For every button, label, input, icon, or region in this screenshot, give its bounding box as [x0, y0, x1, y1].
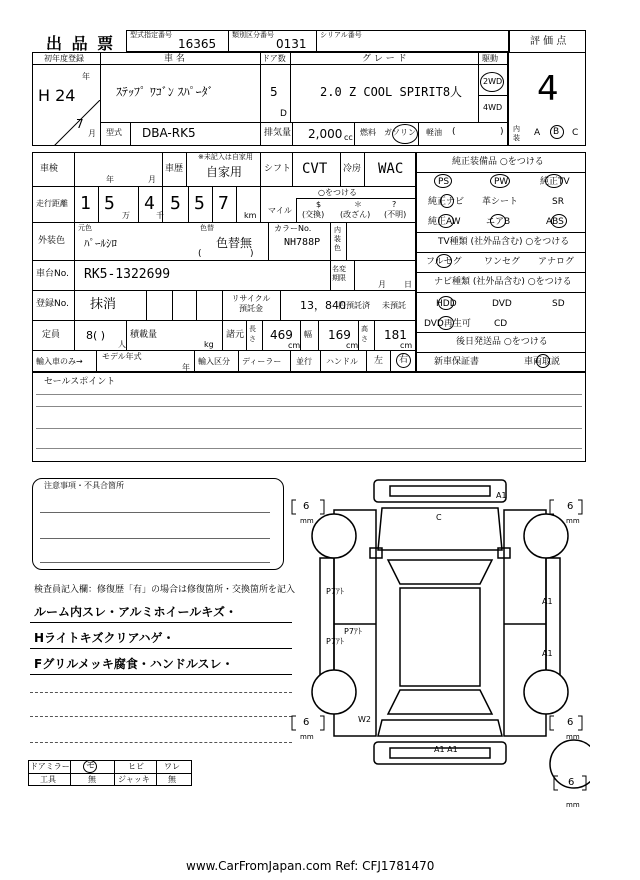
std-airbag-circle [490, 214, 506, 228]
std-ps: PS [438, 177, 450, 187]
reg-label: 登録No. [36, 299, 69, 309]
form-title: 出 品 票 [46, 34, 116, 53]
history-note: ※未記入は自家用 [198, 153, 253, 161]
nen-label: 年 [82, 72, 90, 81]
name-change-label: 名変期限 [332, 265, 346, 282]
note-line-2: Hライトキズクリアハゲ・ [34, 631, 175, 645]
std-pw-circle [490, 174, 510, 188]
drive-2wd: 2WD [483, 77, 503, 86]
length-value: 469 [270, 328, 293, 342]
std-airbag: エアB [486, 217, 511, 227]
handle-label: ハンドル [326, 357, 358, 366]
recycle-unpaid: 未預託 [382, 301, 406, 310]
mark-left-side: P7ｱﾄ [326, 587, 344, 596]
color-orig-label: 元色 [78, 224, 92, 232]
tv-full-circle [436, 254, 452, 268]
sales-label: セールスポイント [44, 377, 116, 387]
interior-a: A [534, 128, 541, 138]
tire-spare-unit: mm [566, 801, 580, 809]
odo-mile: マイル [268, 206, 292, 215]
jack-label: ジャッキ [118, 775, 150, 784]
std-title: 純正装備品 ○をつける [452, 157, 544, 167]
tire-fl-unit: mm [300, 517, 314, 525]
odo-unknown-sym: ? [392, 200, 397, 209]
mileage-sen: 千 [156, 211, 164, 220]
model-year-label: モデル年式 [102, 352, 142, 361]
tv-one: ワンセグ [484, 257, 521, 267]
ac-value: WAC [378, 161, 404, 177]
tire-fr-unit: mm [566, 517, 580, 525]
doors-label: ドア数 [262, 54, 286, 63]
doors-value: 5 [270, 85, 278, 99]
reg-value: 抹消 [90, 297, 117, 312]
mark-right-rear: A1 [542, 649, 553, 658]
parallel-label: 並行 [296, 357, 312, 366]
ac-label: 冷房 [343, 164, 362, 174]
mileage-km: km [244, 211, 257, 220]
tire-fl: 6 [303, 501, 310, 512]
tire-rr-unit: mm [566, 733, 580, 741]
width-label: 幅 [304, 330, 312, 339]
color-paren-open: ( [198, 249, 202, 259]
drive-4wd: 4WD [483, 103, 503, 112]
std-abs-circle [551, 214, 567, 228]
shift-value: CVT [302, 161, 328, 177]
height-label: 高さ [361, 325, 368, 343]
shaken-nen: 年 [106, 175, 114, 184]
std-navi: 純正ナビ [428, 197, 465, 207]
tire-rl: 6 [303, 717, 310, 728]
dealer-label: ディーラー [242, 357, 282, 366]
std-pw: PW [494, 177, 509, 187]
mileage-label: 走行距離 [36, 199, 68, 208]
name-change-hi: 日 [404, 280, 412, 289]
mileage-digit-4: 5 [170, 193, 181, 214]
fuel-gas: ガソリン [384, 128, 416, 137]
mark-roof: P7ｱﾄ [344, 627, 362, 636]
class-value: 0131 [276, 37, 307, 51]
odo-unknown: (不明) [384, 210, 407, 219]
note-line-1: ルーム内スレ・アルミホイールキズ・ [34, 605, 238, 619]
year-divider [54, 100, 100, 146]
class-label: 類別区分番号 [232, 31, 274, 39]
docs-warranty: 新車保証書 [434, 357, 480, 367]
model-cert-label: 型式指定番号 [130, 31, 172, 39]
handle-left: 左 [374, 356, 384, 366]
interior-b: B [553, 127, 560, 137]
std-navi-circle [440, 194, 454, 208]
history-label: 車歴 [165, 164, 184, 174]
nav-cd: CD [494, 319, 508, 329]
width-unit: cm [346, 341, 359, 350]
import-type-label: 輸入区分 [198, 357, 230, 366]
odo-note: ○をつける [318, 188, 357, 197]
color-orig-value: ﾊﾟｰﾙｼﾛ [84, 237, 117, 250]
mileage-digit-2: 5 [104, 193, 115, 214]
recycle-label: リサイクル預託金 [231, 294, 271, 313]
nav-dvd: DVD [492, 299, 512, 309]
interior-color-label: 内装色 [334, 226, 341, 252]
fuel-other-open: ( [452, 127, 456, 137]
std-tv: 純正TV [540, 177, 570, 187]
capacity-unit: 人 [118, 340, 126, 349]
import-label: 輸入車のみ→ [36, 357, 83, 366]
odo-tamper-sym: ＊ [354, 200, 362, 209]
recycle-value: 13，840 [300, 299, 346, 312]
inspector-note: 検査員記入欄：修復歴「有」の場合は修復箇所・交換箇所を記入 [34, 585, 296, 595]
rating-label: 評 価 点 [530, 36, 567, 47]
std-aw-circle [438, 214, 454, 228]
serial-label: シリアル番号 [320, 31, 362, 39]
width-value: 169 [328, 328, 351, 342]
grade-label: グ レ ー ド [362, 54, 407, 64]
length-unit: cm [288, 341, 301, 350]
load-unit: kg [204, 340, 214, 349]
mirror-circle [83, 760, 97, 773]
std-tv-circle [545, 174, 563, 188]
color-label: 外装色 [38, 236, 66, 246]
mark-left-rear-side: P7ｱﾄ [326, 637, 344, 646]
tool-value: 無 [88, 775, 96, 784]
std-aw: 純正AW [428, 217, 461, 227]
nav-title: ナビ種類 (社外品含む) ○をつける [434, 277, 572, 287]
mark-right-front: A1 [542, 597, 553, 606]
nav-hdd-circle [438, 296, 454, 310]
size-label: 諸元 [226, 330, 245, 340]
tire-spare: 6 [568, 777, 575, 788]
nav-sd: SD [552, 299, 565, 309]
nav-dvd-play: DVD再生可 [424, 319, 471, 329]
mileage-digit-5: 5 [194, 193, 205, 214]
std-ps-circle [434, 174, 452, 188]
nav-dvd-play-circle [438, 316, 454, 330]
crack-label: ヒビ [128, 762, 144, 771]
color-change-value: 色替無 [216, 236, 253, 250]
odo-exchange-sym: $ [316, 200, 322, 209]
mirror-label: ドアミラー [30, 762, 70, 771]
break-label: ワレ [164, 762, 180, 771]
color-no-value: NH788P [284, 237, 321, 248]
tv-full: フルセグ [426, 257, 462, 267]
mark-front-top: A1 [496, 491, 507, 500]
doors-type: D [280, 109, 287, 119]
fuel-diesel: 軽油 [426, 128, 442, 137]
load-label: 積載量 [130, 330, 158, 340]
notes-label: 注意事項・不具合箇所 [44, 481, 124, 490]
mark-rear-left: W2 [358, 715, 371, 724]
color-change-label: 色替 [200, 224, 214, 232]
interior-c: C [572, 128, 579, 138]
notes-box [32, 478, 284, 570]
history-value: 自家用 [206, 165, 243, 179]
displacement-value: 2,000 [308, 127, 343, 141]
tv-analog: アナログ [538, 257, 575, 267]
height-value: 181 [384, 328, 407, 342]
fuel-other-close: ) [500, 127, 504, 137]
length-label: 長さ [249, 325, 256, 343]
displacement-label: 排気量 [264, 128, 292, 138]
docs-title: 後日発送品 ○をつける [456, 337, 548, 347]
tv-title: TV種類 (社外品含む) ○をつける [438, 237, 570, 247]
shift-label: シフト [264, 164, 292, 174]
color-paren-close: ) [250, 249, 254, 259]
year-label: 初年度登録 [44, 54, 84, 63]
tool-label: 工具 [40, 775, 56, 784]
name-value: ｽﾃｯﾌﾟ ﾜｺﾞﾝ ｽﾊﾟｰﾀﾞ [116, 85, 214, 99]
mark-hood: C [436, 513, 442, 522]
mileage-man: 万 [122, 211, 130, 220]
rating-value: 4 [537, 69, 559, 109]
shaken-label: 車検 [40, 164, 59, 174]
displacement-unit: cc [344, 133, 353, 142]
type-value: DBA-RK5 [142, 126, 196, 140]
handle-right: 右 [399, 355, 409, 365]
tire-fr: 6 [567, 501, 574, 512]
chassis-label: 車台No. [36, 269, 69, 279]
era-year: H 24 [38, 86, 76, 105]
chassis-value: RK5-1322699 [84, 267, 171, 282]
shaken-tsuki: 月 [148, 175, 156, 184]
std-sr: SR [552, 197, 564, 207]
docs-manual-circle [536, 354, 550, 368]
std-leather: 革シート [482, 197, 519, 207]
color-no-label: カラーNo. [274, 224, 312, 233]
month-value: 7 [76, 117, 84, 131]
tire-rr: 6 [567, 717, 574, 728]
std-abs: ABS [546, 217, 564, 227]
mileage-digit-3: 4 [144, 193, 155, 214]
note-line-3: Fグリルメッキ腐食・ハンドルスレ・ [34, 657, 234, 671]
odo-exchange: (交換) [302, 210, 325, 219]
month-label: 月 [88, 129, 96, 138]
interior-label: 内装 [513, 125, 520, 142]
nav-hdd: HDD [436, 299, 457, 309]
tire-rl-unit: mm [300, 733, 314, 741]
odo-tamper: (改ざん) [340, 210, 371, 219]
drive-label: 駆動 [482, 54, 498, 63]
capacity-value: 8( ) [86, 329, 106, 342]
fuel-label: 燃料 [360, 128, 376, 137]
jack-value: 無 [168, 775, 176, 784]
mileage-digit-6: 7 [218, 193, 229, 214]
height-unit: cm [400, 341, 413, 350]
grade-value: 2.0 Z COOL SPIRIT8人 [320, 85, 463, 99]
mark-rear-bottom: A1 A1 [434, 745, 458, 754]
capacity-label: 定員 [42, 330, 61, 340]
name-change-tsuki: 月 [378, 280, 386, 289]
recycle-suffix: 円預託済 [338, 301, 370, 310]
type-label: 型式 [106, 128, 122, 137]
mileage-digit-1: 1 [80, 193, 91, 214]
name-label: 車 名 [164, 54, 185, 64]
footer-watermark: www.CarFromJapan.com Ref: CFJ1781470 [186, 859, 435, 873]
model-year-nen: 年 [182, 363, 190, 372]
mirror-value: モ [86, 761, 96, 771]
model-cert-value: 16365 [178, 37, 217, 51]
docs-manual: 車両取説 [524, 357, 561, 367]
